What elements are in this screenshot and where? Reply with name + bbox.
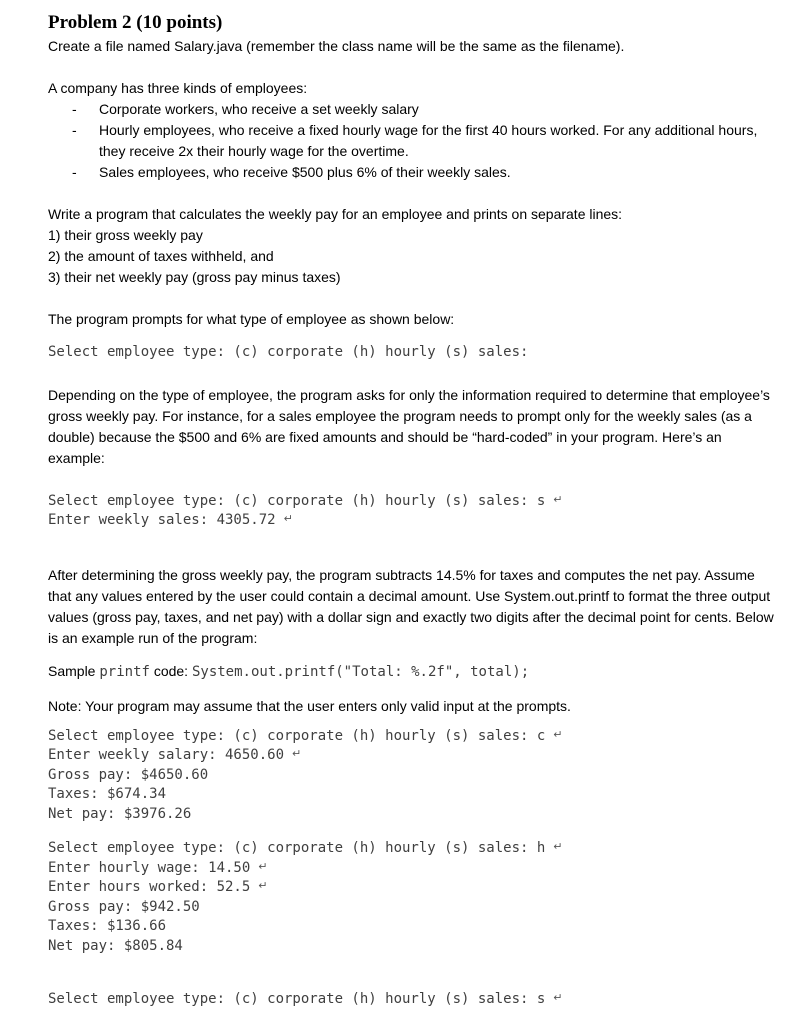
prompt-intro: The program prompts for what type of employee as shown below:: [48, 311, 455, 327]
document-page: [48, 10, 778, 1010]
code-line: Enter weekly salary: 4650.60 ↵: [48, 747, 302, 763]
enter-key-icon: ↵: [553, 991, 563, 1004]
enter-key-icon: ↵: [553, 727, 563, 741]
code-line: Taxes: $674.34: [48, 786, 167, 802]
code-line: Enter weekly sales: 4305.72 ↵: [48, 512, 293, 528]
code-line: Enter hourly wage: 14.50 ↵: [48, 859, 268, 876]
enter-key-icon: ↵: [553, 492, 563, 506]
after-paragraph: After determining the gross weekly pay, the program subtracts 14.5% for taxes and computes the net pay. Assume that any values entered by the user could contain a decimal amount. Use System.out.printf to format the three output values (gross pay, taxes, and net pay) with a dollar sign and exactly two digits after the decimal point for cents. Below is an example run of the program:: [48, 566, 774, 646]
sample-printf-line: Sample printf code: System.out.printf("Total: %.2f", total);: [48, 662, 530, 680]
company-intro: A company has three kinds of employees:: [48, 80, 308, 96]
bullet-dash: -: [72, 122, 77, 138]
list-item-text: Hourly employees, who receive a fixed hourly wage for the first 40 hours worked. For any additional hours, they receive 2x their hourly wage for the overtime.: [99, 122, 758, 159]
employee-kinds-list: [48, 99, 778, 183]
code-line: Select employee type: (c) corporate (h) hourly (s) sales: s ↵: [48, 492, 563, 509]
task-item: 2) the amount of taxes withheld, and: [48, 248, 274, 264]
enter-key-icon: ↵: [258, 879, 268, 892]
sample-code: System.out.printf("Total: %.2f", total);: [191, 663, 530, 680]
code-line: Enter hours worked: 52.5 ↵: [48, 879, 268, 895]
list-item: [48, 120, 778, 162]
hourly-run: [48, 839, 778, 956]
problem-title: Problem 2 (10 points): [48, 12, 223, 33]
depending-paragraph: Depending on the type of employee, the program asks for only the information required to determine that employee’s gross weekly pay. For instance, for a sales employee the program needs to prompt only for the weekly sales (as a double) because the $500 and 6% are fixed amounts and should be “hard-coded” in your program. Here’s an example:: [48, 386, 770, 466]
code-line: Gross pay: $4650.60: [48, 766, 209, 783]
code-line: Select employee type: (c) corporate (h) hourly (s) sales: c ↵: [48, 727, 563, 744]
bullet-dash: -: [72, 164, 77, 180]
enter-key-icon: ↵: [292, 747, 302, 760]
list-item-text: Sales employees, who receive $500 plus 6% of their weekly sales.: [99, 164, 511, 180]
task-item: 1) their gross weekly pay: [48, 227, 203, 243]
note-paragraph: Note: Your program may assume that the user enters only valid input at the prompts.: [48, 697, 571, 714]
enter-key-icon: ↵: [553, 840, 563, 853]
prompt-line: Select employee type: (c) corporate (h) hourly (s) sales:: [48, 344, 529, 360]
list-item: [48, 99, 778, 120]
code-line: Select employee type: (c) corporate (h) hourly (s) sales: s ↵: [48, 991, 563, 1007]
enter-key-icon: ↵: [283, 512, 293, 525]
code-line: Net pay: $3976.26: [48, 805, 192, 822]
list-item-text: Corporate workers, who receive a set weekly salary: [99, 101, 419, 117]
list-item: [48, 162, 778, 183]
task-item: 3) their net weekly pay (gross pay minus taxes): [48, 269, 341, 285]
task-intro: Write a program that calculates the weekly pay for an employee and prints on separate lines:: [48, 206, 623, 222]
sales-example: [48, 492, 778, 531]
corporate-run: [48, 727, 778, 825]
code-line: Select employee type: (c) corporate (h) hourly (s) sales: h ↵: [48, 840, 563, 856]
code-line: Net pay: $805.84: [48, 937, 183, 954]
bullet-dash: -: [72, 101, 77, 117]
code-line: Taxes: $136.66: [48, 918, 167, 934]
code-line: Gross pay: $942.50: [48, 898, 200, 915]
enter-key-icon: ↵: [258, 859, 268, 873]
intro-paragraph: Create a file named Salary.java (remember the class name will be the same as the filename).: [48, 38, 625, 54]
sales-run: [48, 990, 778, 1010]
